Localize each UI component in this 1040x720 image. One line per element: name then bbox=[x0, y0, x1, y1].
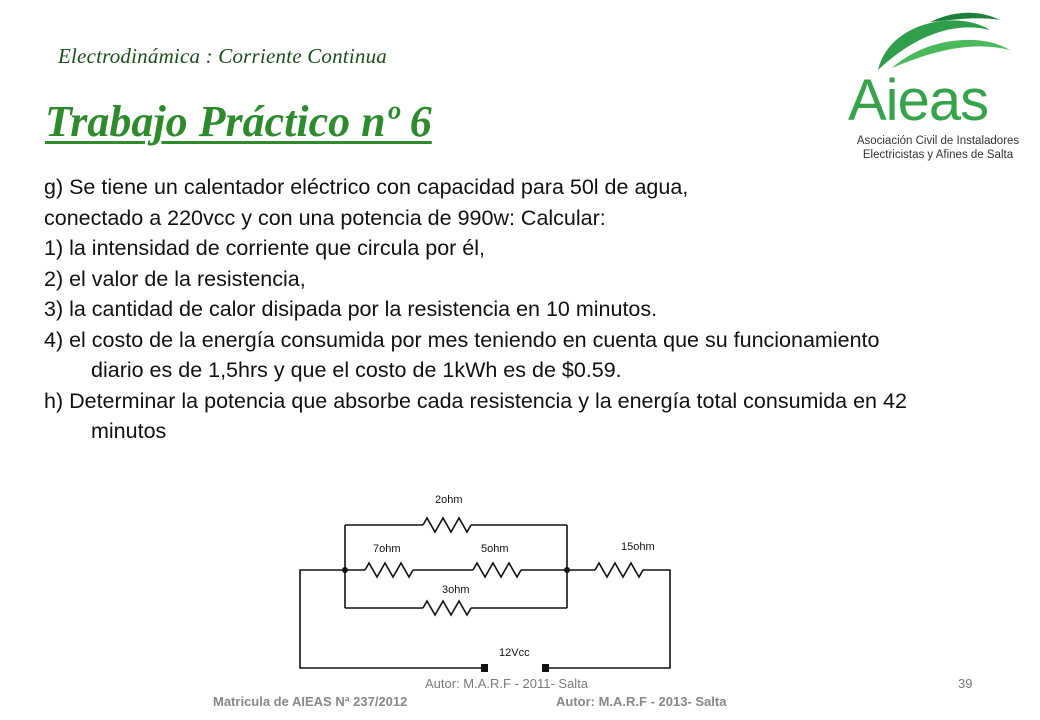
page-number: 39 bbox=[958, 676, 973, 691]
logo-caption-line1: Asociación Civil de Instaladores bbox=[856, 135, 1020, 147]
label-source: 12Vcc bbox=[499, 647, 530, 659]
label-r-series: 15ohm bbox=[621, 541, 655, 553]
problem-g-line1: g) Se tiene un calentador eléctrico con capacidad para 50l de agua, bbox=[44, 175, 689, 199]
aieas-logo bbox=[830, 10, 1030, 170]
footer-registration: Matricula de AIEAS Nª 237/2012 bbox=[213, 694, 408, 709]
label-r-bottom: 3ohm bbox=[442, 584, 470, 596]
problem-g-q1: 1) la intensidad de corriente que circula por él, bbox=[44, 236, 486, 260]
circuit-diagram bbox=[295, 490, 715, 675]
problem-g-q3: 3) la cantidad de calor disipada por la resistencia en 10 minutos. bbox=[44, 297, 658, 321]
exercise-text bbox=[44, 172, 924, 447]
footer-author-2013: Autor: M.A.R.F - 2013- Salta bbox=[556, 694, 727, 709]
problem-h-text: h) Determinar la potencia que absorbe cada resistencia y la energía total consumida en 42 minutos bbox=[44, 388, 907, 443]
logo-wordmark: Aieas bbox=[848, 68, 989, 133]
label-r-mid-left: 7ohm bbox=[373, 543, 401, 555]
slide-title: Trabajo Práctico nº 6 bbox=[45, 97, 432, 146]
problem-h bbox=[44, 386, 924, 447]
logo-caption bbox=[843, 134, 1033, 162]
label-r-mid-right: 5ohm bbox=[481, 543, 509, 555]
logo-caption-line2: Electricistas y Afines de Salta bbox=[862, 149, 1014, 161]
problem-g-q2: 2) el valor de la resistencia, bbox=[44, 266, 306, 291]
problem-g bbox=[44, 172, 924, 386]
label-r-top: 2ohm bbox=[435, 494, 463, 506]
footer-author: Autor: M.A.R.F - 2011- Salta bbox=[425, 676, 589, 691]
slide-subtitle: Electrodinámica : Corriente Continua bbox=[58, 44, 387, 68]
problem-g-line2: conectado a 220vcc y con una potencia de 990w: Calcular: bbox=[44, 205, 606, 230]
problem-g-q4: 4) el costo de la energía consumida por mes teniendo en cuenta que su funcionamiento diario es de 1,5hrs y que el costo de 1kWh es de $0.59. bbox=[44, 327, 880, 382]
